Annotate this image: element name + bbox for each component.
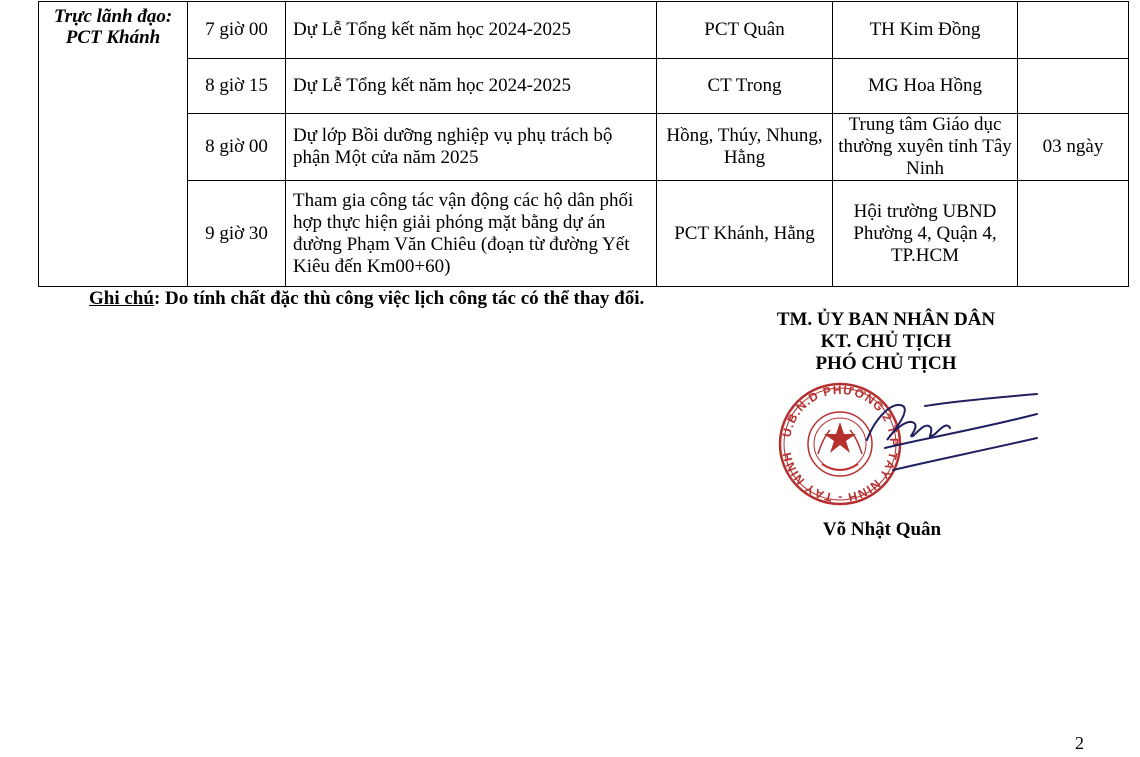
time-cell: 8 giờ 00 xyxy=(188,114,286,181)
attendees-cell: Hồng, Thúy, Nhung, Hằng xyxy=(657,114,833,181)
table-row xyxy=(39,181,1129,287)
time-cell: 7 giờ 00 xyxy=(188,2,286,59)
table-row xyxy=(39,2,1129,59)
signature-block xyxy=(750,309,1022,375)
content-cell: Dự Lễ Tổng kết năm học 2024-2025 xyxy=(286,2,657,59)
leader-name: PCT Khánh xyxy=(65,27,161,48)
content-cell: Dự lớp Bồi dưỡng nghiệp vụ phụ trách bộ phận Một cửa năm 2025 xyxy=(286,114,657,181)
location-cell: Trung tâm Giáo dục thường xuyên tỉnh Tây Ninh xyxy=(833,114,1018,181)
page-number: 2 xyxy=(1075,733,1084,753)
signature-line-1: TM. ỦY BAN NHÂN DÂN xyxy=(776,309,996,330)
location-cell: Hội trường UBND Phường 4, Quận 4, TP.HCM xyxy=(833,181,1018,287)
content-cell: Dự Lễ Tổng kết năm học 2024-2025 xyxy=(286,59,657,114)
note-cell xyxy=(1018,59,1129,114)
table-row xyxy=(39,114,1129,181)
official-stamp-and-signature xyxy=(775,378,1045,508)
leader-cell xyxy=(39,2,188,287)
content-cell: Tham gia công tác vận động các hộ dân phối hợp thực hiện giải phóng mặt bằng dự án đường Phạm Văn Chiêu (đoạn từ đường Yết Kiêu đến Km00+60) xyxy=(286,181,657,287)
location-cell: MG Hoa Hồng xyxy=(833,59,1018,114)
attendees-cell: PCT Khánh, Hằng xyxy=(657,181,833,287)
stamp-text: U.B.N.D PHƯỜNG 2 T.P TÂY NINH - TÂY NINH xyxy=(779,382,902,506)
signature-line-3: PHÓ CHỦ TỊCH xyxy=(815,353,957,374)
attendees-cell: PCT Quân xyxy=(657,2,833,59)
note-cell xyxy=(1018,2,1129,59)
time-cell: 8 giờ 15 xyxy=(188,59,286,114)
time-cell: 9 giờ 30 xyxy=(188,181,286,287)
table-row xyxy=(39,59,1129,114)
footnote xyxy=(89,288,644,310)
attendees-cell: CT Trong xyxy=(657,59,833,114)
note-cell xyxy=(1018,181,1129,287)
signature-line-2: KT. CHỦ TỊCH xyxy=(820,331,952,352)
note-cell: 03 ngày xyxy=(1018,114,1129,181)
footnote-text: : Do tính chất đặc thù công việc lịch công tác có thể thay đổi. xyxy=(153,288,645,309)
signer-name: Võ Nhật Quân xyxy=(822,519,942,540)
footnote-label: Ghi chú xyxy=(89,288,154,309)
location-cell: TH Kim Đồng xyxy=(833,2,1018,59)
schedule-table xyxy=(38,1,1129,287)
leader-label: Trực lãnh đạo: xyxy=(53,6,173,27)
